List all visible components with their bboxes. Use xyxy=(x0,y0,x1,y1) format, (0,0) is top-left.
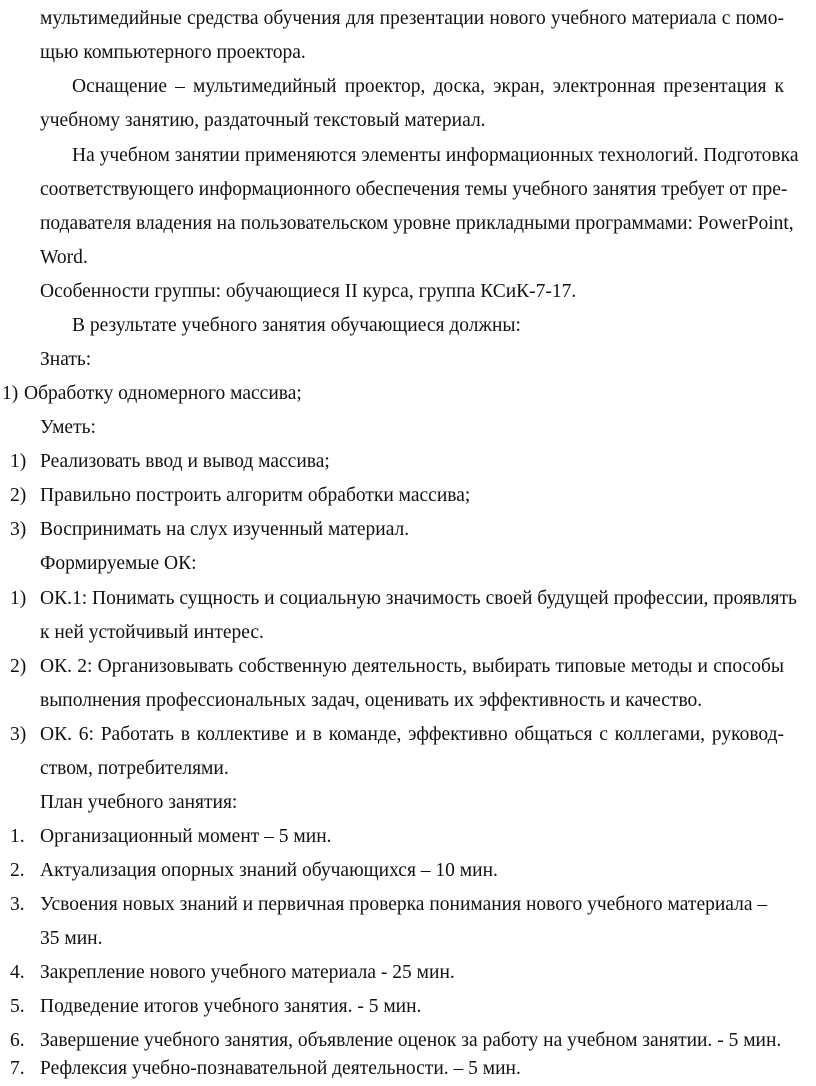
list-text: Обработку одномерного массива; xyxy=(24,383,302,404)
list-item xyxy=(0,990,816,1024)
list-item xyxy=(0,820,816,854)
list-number: 5. xyxy=(10,996,25,1017)
list-item xyxy=(0,513,816,547)
list-number: 1) xyxy=(10,451,27,472)
list-number: 2) xyxy=(10,485,27,506)
list-text: выполнения профессиональных задач, оценивать их эффективность и качество. xyxy=(40,690,703,711)
list-text: ством, потребителями. xyxy=(40,758,229,779)
paragraph-line: На учебном занятии применяются элементы информационных технологий. Подготовка xyxy=(72,145,799,166)
list-number: 3) xyxy=(10,724,27,745)
paragraph-line: учебному занятию, раздаточный текстовый материал. xyxy=(40,110,486,131)
list-number: 1) xyxy=(2,383,19,404)
list-text: Усвоения новых знаний и первичная проверка понимания нового учебного материала – xyxy=(40,894,768,915)
paragraph-line: щью компьютерного проектора. xyxy=(40,42,306,63)
list-number: 1) xyxy=(10,588,27,609)
list-number: 2) xyxy=(10,656,27,677)
results-intro: В результате учебного занятия обучающиеся должны: xyxy=(72,315,521,336)
list-text: Рефлексия учебно-познавательной деятельности. – 5 мин. xyxy=(40,1058,521,1079)
paragraph-line: подавателя владения на пользовательском уровне прикладными программами: PowerPoint, xyxy=(40,213,794,234)
paragraph-line: Оснащение – мультимедийный проектор, доска, экран, электронная презентация к xyxy=(72,76,784,97)
can-heading: Уметь: xyxy=(40,417,96,438)
list-number: 3) xyxy=(10,519,27,540)
list-number: 6. xyxy=(10,1030,25,1051)
list-number: 3. xyxy=(10,894,25,915)
paragraph-line: соответствующего информационного обеспечения темы учебного занятия требует от пре- xyxy=(40,179,788,200)
paragraph-line: Word. xyxy=(40,247,88,268)
list-number: 2. xyxy=(10,860,25,881)
plan-heading: План учебного занятия: xyxy=(40,792,238,813)
list-text: ОК. 2: Организовывать собственную деятельность, выбирать типовые методы и способы xyxy=(40,656,784,677)
list-text: ОК. 6: Работать в коллективе и в команде, эффективно общаться с коллегами, руковод- xyxy=(40,724,784,745)
list-item xyxy=(0,445,816,479)
list-text: Организационный момент – 5 мин. xyxy=(40,826,332,847)
list-text: ОК.1: Понимать сущность и социальную значимость своей будущей профессии, проявлять xyxy=(40,588,797,609)
ok-heading: Формируемые ОК: xyxy=(40,553,197,574)
list-text: Закрепление нового учебного материала - 25 мин. xyxy=(40,962,455,983)
list-item xyxy=(0,1052,816,1086)
list-number: 4. xyxy=(10,962,25,983)
list-item xyxy=(0,377,816,411)
know-heading: Знать: xyxy=(40,349,92,370)
paragraph-line: мультимедийные средства обучения для презентации нового учебного материала с помо- xyxy=(40,8,784,29)
list-text: Актуализация опорных знаний обучающихся – 10 мин. xyxy=(40,860,498,881)
list-text: Реализовать ввод и вывод массива; xyxy=(40,451,330,472)
list-item xyxy=(0,479,816,513)
list-item xyxy=(0,854,816,888)
list-text: Завершение учебного занятия, объявление оценок за работу на учебном занятии. - 5 мин. xyxy=(40,1030,782,1051)
list-text: Воспринимать на слух изученный материал. xyxy=(40,519,410,540)
list-item xyxy=(0,956,816,990)
list-text: Правильно построить алгоритм обработки массива; xyxy=(40,485,471,506)
list-text: к ней устойчивый интерес. xyxy=(40,622,264,643)
list-text: 35 мин. xyxy=(40,928,103,949)
list-text: Подведение итогов учебного занятия. - 5 мин. xyxy=(40,996,422,1017)
group-info: Особенности группы: обучающиеся II курса, группа КСиК-7-17. xyxy=(40,281,577,302)
list-item xyxy=(0,888,816,922)
list-number: 7. xyxy=(10,1058,25,1079)
list-number: 1. xyxy=(10,826,25,847)
